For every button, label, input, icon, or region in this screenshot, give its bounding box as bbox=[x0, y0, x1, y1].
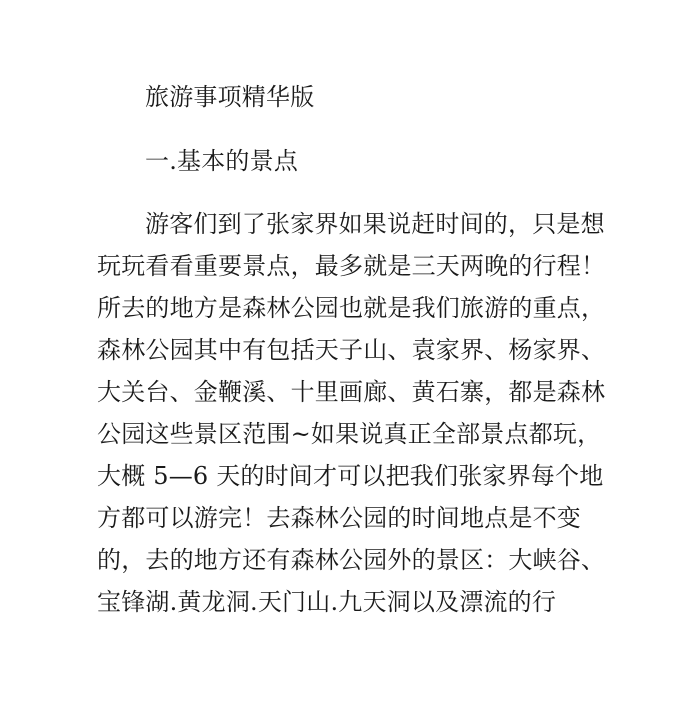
paragraph-line: 宝锋湖.黄龙洞.天门山.九天洞以及漂流的行 bbox=[97, 588, 557, 616]
paragraph-line: 大关台、金鞭溪、十里画廊、黄石寨，都是森林 bbox=[97, 378, 606, 406]
paragraph-line: 的，去的地方还有森林公园外的景区：大峡谷、 bbox=[97, 546, 606, 574]
paragraph-line: 玩玩看看重要景点，最多就是三天两晚的行程！ bbox=[97, 252, 606, 280]
paragraph-line: 大概 5—6 天的时间才可以把我们张家界每个地 bbox=[97, 462, 604, 490]
section-heading: 一.基本的景点 bbox=[145, 147, 299, 175]
body-paragraph bbox=[97, 203, 617, 623]
document-title: 旅游事项精华版 bbox=[145, 83, 315, 111]
paragraph-line: 所去的地方是森林公园也就是我们旅游的重点， bbox=[97, 294, 606, 322]
paragraph-line: 公园这些景区范围~如果说真正全部景点都玩， bbox=[97, 420, 602, 448]
paragraph-line: 方都可以游完！去森林公园的时间地点是不变 bbox=[97, 504, 581, 532]
paragraph-line: 游客们到了张家界如果说赶时间的，只是想 bbox=[145, 210, 605, 238]
paragraph-line: 森林公园其中有包括天子山、袁家界、杨家界、 bbox=[97, 336, 606, 364]
